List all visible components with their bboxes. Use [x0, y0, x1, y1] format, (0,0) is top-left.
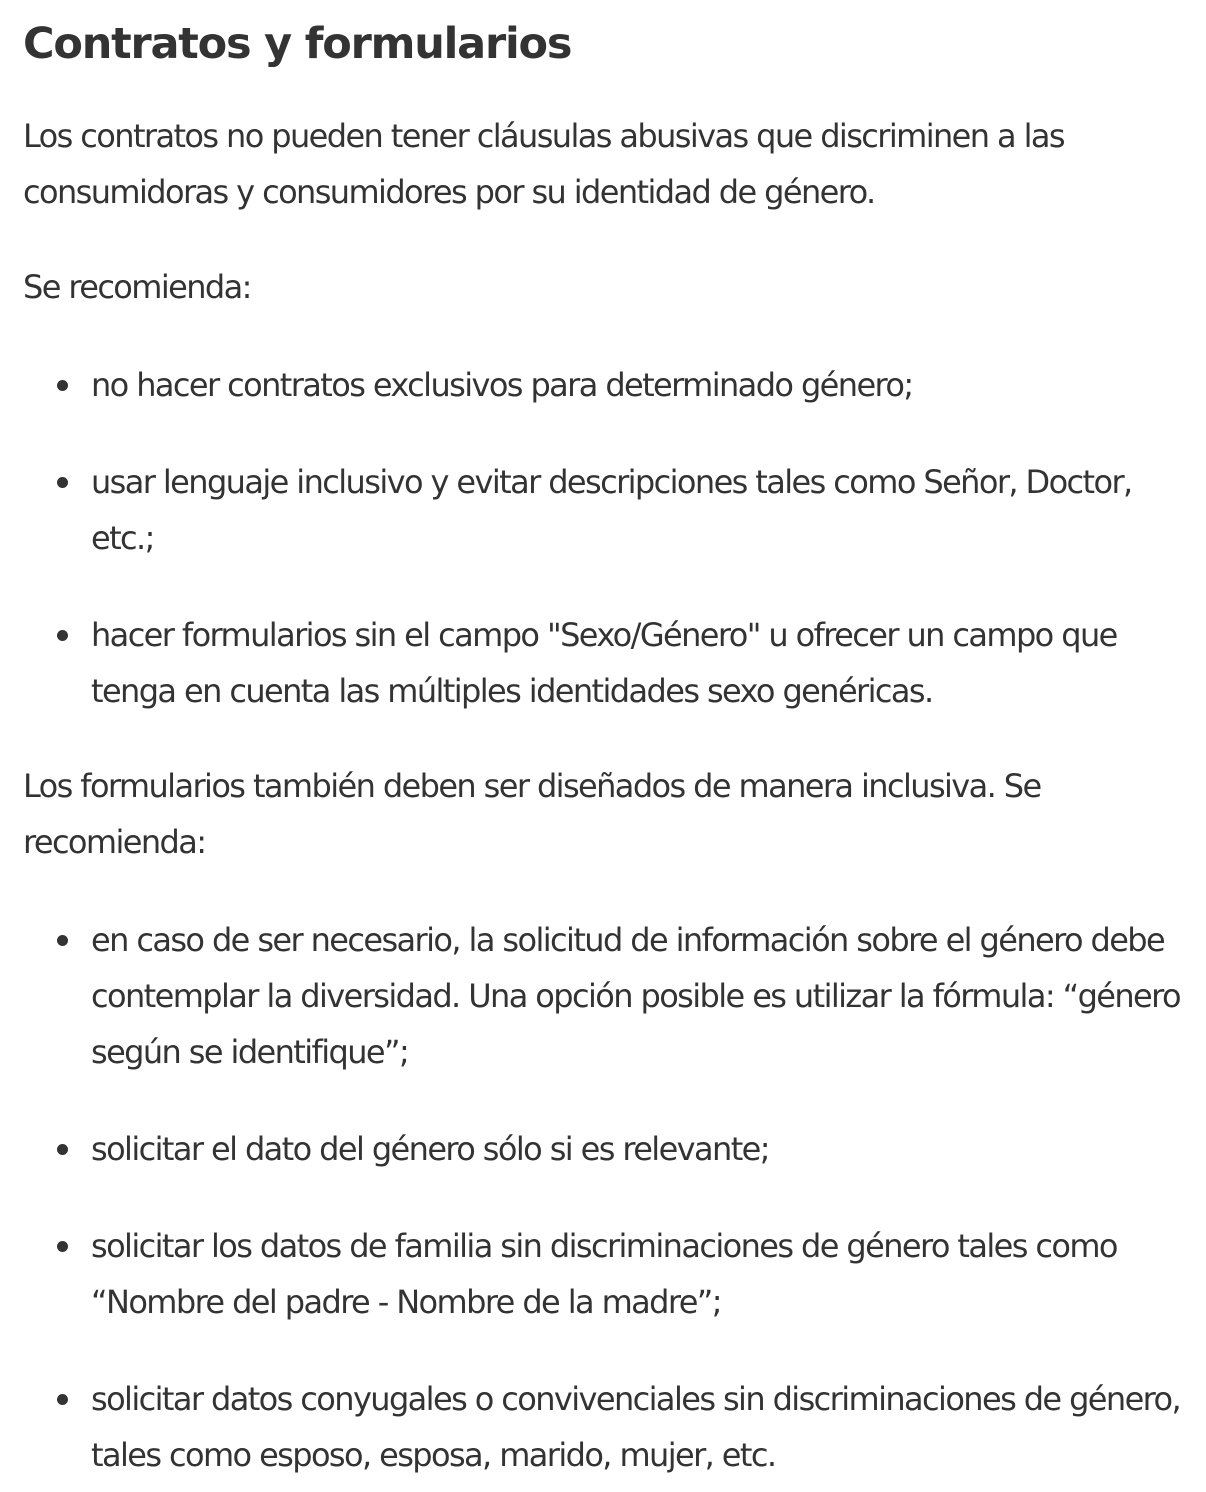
list-item-text: en caso de ser necesario, la solicitud de información sobre el género debe contemplar la diversidad. Una opción posible es utilizar la fórmula: “género según se identifique”; [91, 921, 1180, 1071]
forms-intro-paragraph: Los formularios también deben ser diseñados de manera inclusiva. Se recomienda: [23, 767, 1041, 861]
recommend-label: Se recomienda: [23, 268, 251, 306]
list-item [23, 1121, 1182, 1177]
bullet-icon [57, 1394, 68, 1405]
bullet-icon [57, 935, 68, 946]
bullet-icon [57, 1144, 68, 1155]
list-item [23, 357, 1182, 413]
contract-recommendations-list [23, 357, 1182, 719]
list-item [23, 912, 1182, 1080]
list-item [23, 1371, 1182, 1483]
list-item-text: solicitar el dato del género sólo si es relevante; [91, 1130, 769, 1168]
section-heading: Contratos y formularios [23, 19, 572, 69]
list-item [23, 1218, 1182, 1330]
bullet-icon [57, 1241, 68, 1252]
list-item-text: solicitar datos conyugales o convivenciales sin discriminaciones de género, tales como esposo, esposa, marido, mujer, etc. [91, 1380, 1181, 1474]
list-item [23, 454, 1182, 566]
bullet-icon [57, 477, 68, 488]
list-item-text: usar lenguaje inclusivo y evitar descripciones tales como Señor, Doctor, etc.; [91, 463, 1132, 557]
list-item-text: solicitar los datos de familia sin discriminaciones de género tales como “Nombre del padre - Nombre de la madre”; [91, 1227, 1117, 1321]
bullet-icon [57, 630, 68, 641]
list-item-text: no hacer contratos exclusivos para determinado género; [91, 366, 913, 404]
list-item-text: hacer formularios sin el campo "Sexo/Género" u ofrecer un campo que tenga en cuenta las múltiples identidades sexo genéricas. [91, 616, 1117, 710]
bullet-icon [57, 380, 68, 391]
list-item [23, 607, 1182, 719]
form-recommendations-list [23, 912, 1182, 1483]
intro-paragraph: Los contratos no pueden tener cláusulas abusivas que discriminen a las consumidoras y consumidores por su identidad de género. [23, 117, 1064, 211]
